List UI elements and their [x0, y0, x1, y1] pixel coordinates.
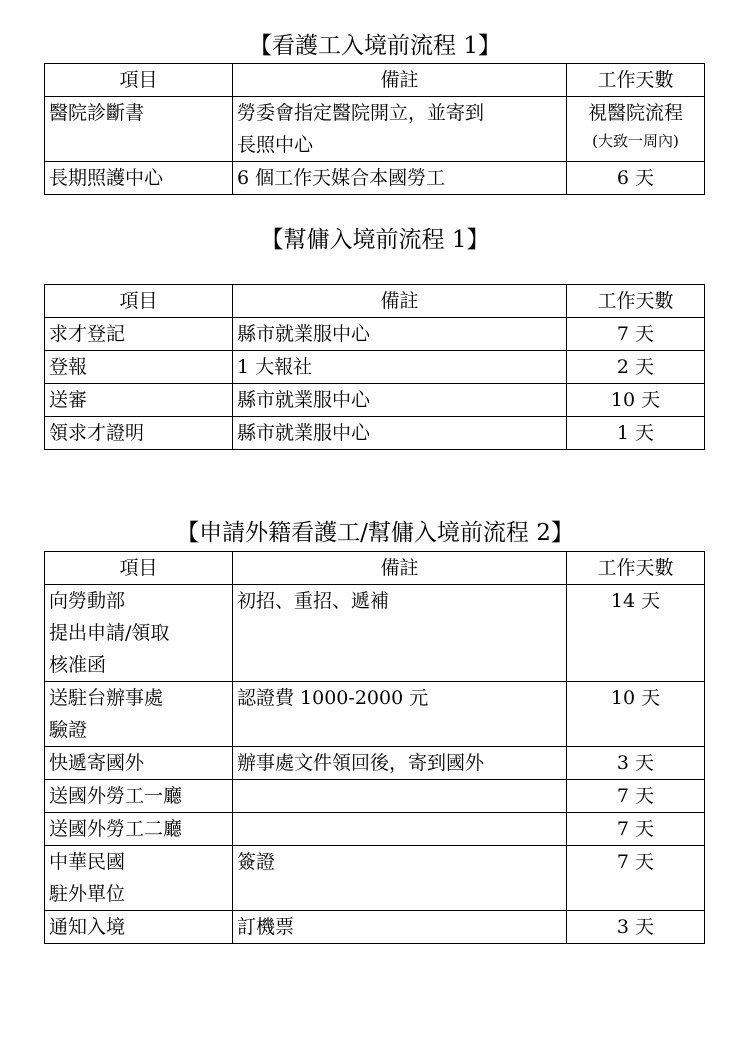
note-cell — [233, 911, 567, 944]
note-line: 縣市就業服中心 — [237, 422, 371, 444]
note-cell — [233, 780, 567, 813]
item-cell — [45, 351, 233, 384]
note-line: 勞委會指定醫院開立，並寄到 — [237, 102, 485, 124]
section-1-title: 【看護工入境前流程 1】 — [249, 33, 501, 59]
table-row — [45, 162, 705, 195]
header-days: 工作天數 — [567, 285, 705, 318]
days-cell — [567, 97, 705, 162]
item-cell — [45, 846, 233, 911]
days-value: 10 天 — [610, 389, 661, 411]
header-note: 備註 — [233, 552, 567, 585]
note-line: 縣市就業服中心 — [237, 323, 371, 345]
note-cell — [233, 747, 567, 780]
header-item: 項目 — [45, 64, 233, 97]
item-cell — [45, 97, 233, 162]
note-line: 1 大報社 — [237, 356, 313, 378]
table-header-row — [45, 552, 705, 585]
header-days: 工作天數 — [567, 552, 705, 585]
table-header-row — [45, 285, 705, 318]
days-cell — [567, 162, 705, 195]
item-cell — [45, 162, 233, 195]
days-cell — [567, 682, 705, 747]
days-value: 14 天 — [610, 590, 661, 612]
table-row — [45, 384, 705, 417]
item-cell — [45, 813, 233, 846]
item-line: 提出申請/領取 — [49, 622, 170, 644]
days-value: 2 天 — [616, 356, 655, 378]
note-line: 長照中心 — [237, 134, 314, 156]
item-cell — [45, 585, 233, 682]
section-3-table — [44, 551, 705, 944]
note-line: 6 個工作天媒合本國勞工 — [237, 167, 446, 189]
days-cell — [567, 911, 705, 944]
section-1-body — [45, 64, 705, 195]
item-line: 登報 — [49, 356, 88, 378]
note-line — [237, 780, 562, 812]
section-3-title: 【申請外籍看護工/幫傭入境前流程 2】 — [176, 520, 574, 546]
days-cell — [567, 351, 705, 384]
days-cell — [567, 780, 705, 813]
note-cell — [233, 384, 567, 417]
item-line: 送駐台辦事處 — [49, 687, 164, 709]
note-cell — [233, 682, 567, 747]
note-cell — [233, 97, 567, 162]
note-cell — [233, 813, 567, 846]
table-row — [45, 780, 705, 813]
note-line: 訂機票 — [237, 916, 295, 938]
item-cell — [45, 318, 233, 351]
item-cell — [45, 747, 233, 780]
item-cell — [45, 780, 233, 813]
item-line: 領求才證明 — [49, 422, 145, 444]
header-note: 備註 — [233, 64, 567, 97]
days-value: 10 天 — [610, 687, 661, 709]
table-row — [45, 846, 705, 911]
days-cell — [567, 318, 705, 351]
item-line: 驗證 — [49, 719, 88, 741]
item-line: 核准函 — [49, 654, 107, 676]
item-line: 中華民國 — [49, 851, 126, 873]
header-days: 工作天數 — [567, 64, 705, 97]
days-cell — [567, 846, 705, 911]
note-cell — [233, 585, 567, 682]
item-line: 求才登記 — [49, 323, 126, 345]
days-value: 7 天 — [616, 785, 655, 807]
table-row — [45, 682, 705, 747]
days-subnote: (大致一周內) — [592, 132, 679, 150]
table-row — [45, 911, 705, 944]
item-line: 長期照護中心 — [49, 167, 164, 189]
days-cell — [567, 384, 705, 417]
header-item: 項目 — [45, 285, 233, 318]
note-cell — [233, 162, 567, 195]
item-cell — [45, 384, 233, 417]
item-line: 送國外勞工二廳 — [49, 818, 183, 840]
item-line: 醫院診斷書 — [49, 102, 145, 124]
header-item: 項目 — [45, 552, 233, 585]
note-line: 簽證 — [237, 851, 276, 873]
days-value: 6 天 — [616, 167, 655, 189]
section-2-body — [45, 285, 705, 450]
table-row — [45, 97, 705, 162]
note-line: 認證費 1000-2000 元 — [237, 687, 429, 709]
days-cell — [567, 813, 705, 846]
note-line: 初招、重招、遞補 — [237, 590, 390, 612]
note-cell — [233, 846, 567, 911]
days-cell — [567, 585, 705, 682]
section-1-table — [44, 63, 705, 195]
table-row — [45, 417, 705, 450]
section-2-table — [44, 284, 705, 450]
table-header-row — [45, 64, 705, 97]
item-line: 送審 — [49, 389, 88, 411]
item-line: 快遞寄國外 — [49, 752, 145, 774]
days-cell — [567, 417, 705, 450]
note-cell — [233, 351, 567, 384]
note-cell — [233, 417, 567, 450]
note-cell — [233, 318, 567, 351]
table-row — [45, 351, 705, 384]
item-line: 通知入境 — [49, 916, 126, 938]
days-value: 視醫院流程 — [587, 102, 683, 124]
table-row — [45, 747, 705, 780]
item-line: 駐外單位 — [49, 883, 126, 905]
table-row — [45, 585, 705, 682]
table-row — [45, 318, 705, 351]
days-value: 7 天 — [616, 851, 655, 873]
days-value: 3 天 — [616, 752, 655, 774]
days-value: 7 天 — [616, 818, 655, 840]
item-cell — [45, 682, 233, 747]
note-line: 縣市就業服中心 — [237, 389, 371, 411]
days-value: 3 天 — [616, 916, 655, 938]
section-3-body — [45, 552, 705, 944]
header-note: 備註 — [233, 285, 567, 318]
note-line: 辦事處文件領回後，寄到國外 — [237, 752, 485, 774]
days-value: 7 天 — [616, 323, 655, 345]
item-line: 送國外勞工一廳 — [49, 785, 183, 807]
days-cell — [567, 747, 705, 780]
table-row — [45, 813, 705, 846]
item-cell — [45, 911, 233, 944]
item-line: 向勞動部 — [49, 590, 126, 612]
days-value: 1 天 — [616, 422, 655, 444]
section-2-title: 【幫傭入境前流程 1】 — [260, 227, 490, 253]
note-line — [237, 813, 562, 845]
item-cell — [45, 417, 233, 450]
